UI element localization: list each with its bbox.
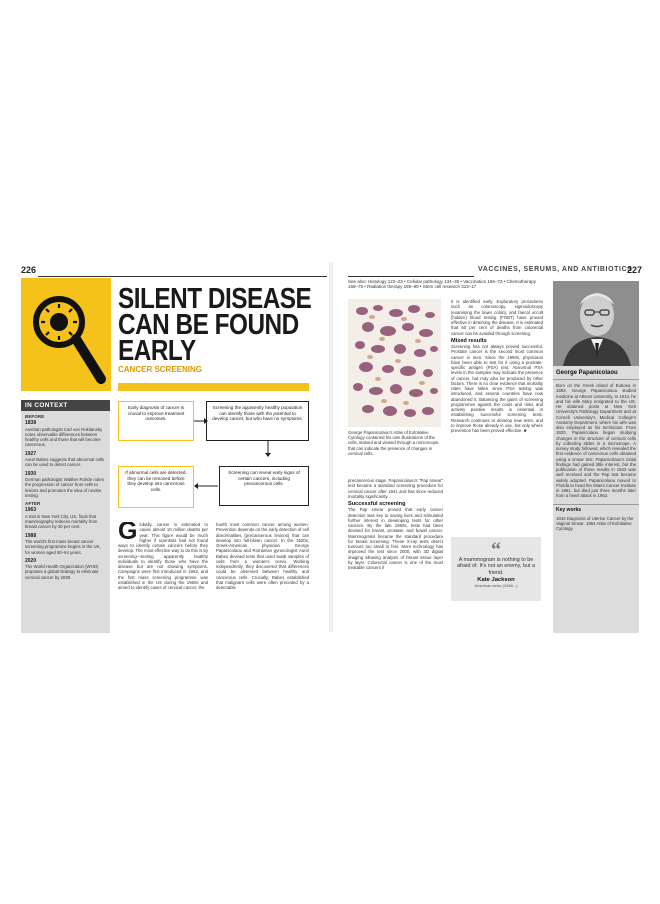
bio-text: Born on the Greek island of Euboea in 1883, George Papanicolaou studied medicine at Athens University. In 1913, he and his wife Mary emigrated to the US. He obtained posts at New York University's Pathology Department and at Cornell University's Medical College's Anatomy Department, where his wife was also employed as his technician. From 1920, Papanicolaou began studying changes in the structure of cervical cells by collecting slides in a microscope. A survey study followed, which revealed the first evidence of cancerous cells obtained using a smear test. Papanicolaou's initial findings had gained little interest, but the publication of these results in 1943 was well received and the Pap test became widely adopted. Papanicolaou moved to Florida to head the Miami Cancer Institute in 1961, but died just three months later from a heart attack in 1962.: [556, 383, 636, 499]
after-label: AFTER: [25, 501, 41, 507]
key-works-text: 1943 Diagnosis of Uterine Cancer by the Vaginal Smear. 1954 Atlas of Exfoliative Cytology: [556, 515, 634, 531]
before-label: BEFORE: [25, 414, 45, 419]
title-line-2: CAN BE FOUND: [118, 309, 299, 341]
subhead-successful-screening: Successful screening: [348, 501, 406, 507]
key-works-heading: Key works: [553, 504, 639, 515]
cell-illustration: [348, 299, 441, 427]
biography-panel: [553, 366, 639, 633]
quote-author-years: American actor (1948– ): [474, 583, 518, 589]
flow-box-2: Screening the apparently healthy population can identify those with the potential to develop cancer, but who have no symptoms.: [206, 401, 309, 441]
title-line-3: EARLY: [118, 335, 196, 367]
page-number-right: 227: [627, 265, 643, 275]
quote-text: A mammogram is nothing to be afraid of. It's not an enemy, but a friend.: [457, 557, 535, 576]
quote-mark-icon: “: [491, 539, 501, 561]
in-context-panel: [21, 400, 110, 633]
context-entry: 1963 A trial in New York City, US, finds that mammography reduces mortality from breast cancer by 30 per cent.: [25, 507, 98, 530]
subhead-mixed-results: Mixed results: [451, 337, 487, 344]
context-entry: 1838 Austrian pathologist Carl von Rokitansky notes observable differences between healthy cells and those that will become cancerous.: [25, 420, 103, 448]
bio-name: George Papanicolaou: [553, 366, 639, 380]
magnifying-glass-cell-icon: [21, 278, 111, 391]
top-rule-left: [38, 276, 327, 277]
page-number-left: 226: [21, 265, 37, 275]
top-rule-right: [348, 276, 474, 277]
flow-box-4: Screening can reveal early signs of certain cancers, including precancerous cells.: [219, 466, 309, 506]
pull-quote: [451, 537, 541, 601]
chapter-title: [118, 283, 348, 374]
figure-caption: George Papanicolaou's Atlas of Exfoliative Cytology contained his own illustrations of the cells, stained and viewed through a microscope, that can indicate the presence of changes in cervical cells.: [348, 430, 440, 456]
chapter-subtitle: CANCER SCREENING: [118, 365, 203, 374]
context-entry: 1988 The world's first mass breast cancer screening programme begins in the UK, for women aged 50–64 years.: [25, 532, 101, 555]
flow-box-1: Early diagnosis of cancer is crucial to improve treatment outcomes.: [118, 401, 194, 441]
title-line-1: SILENT DISEASE: [118, 283, 312, 315]
body-column-1: Globally, cancer is estimated to cause almost 10 million deaths per year. This figure would be much higher if scientists had not found ways to identify certain cancers before they develop. The most effective way to do this is by screening—testing apparently healthy individuals to identify those who have the disease but are not showing symptoms. Campaigns were first introduced in 1963, and the first mass screening programme was established in the US during the 1960s and aimed to identify cases of cervical cancer, the: [118, 522, 208, 590]
flow-arrows: [118, 401, 310, 509]
title-accent-bar: [118, 383, 309, 391]
portrait-photo: [553, 281, 639, 366]
context-entry: 2020 The World Health Organization (WHO) proposes a global strategy to eliminate cervical cancer by 2030.: [25, 557, 99, 580]
running-head: VACCINES, SERUMS, AND ANTIBIOTICS: [478, 266, 633, 273]
body-column-4: it is identified early. Exploratory procedures such as colonoscopy, sigmoidoscopy (examining the lower colon), and faecal occult (hidden) blood testing (FOBT) have proved effective in detecting the disease. It is estimated that 60 per cent of deaths from colorectal cancer can be avoided through screening. Mixed results Screening has not always proved successful. Prostate cancer is the second most common cancer in men. Since the 1990s, physicians have been able to test for it using a prostate-specific antigen (PSA) test. Abnormal PSA levels in the samples may indicate the presence of cancer, but may also be produced by other factors. There is no clear evidence that mortality rates have fallen since PSA testing was introduced, and several countries have now abandoned it. Balancing the gains of screening programmes against the costs and risks and actively positive results is essential in establishing successful screening tests. Research continues to develop new tests, and to improve those already in use, but only where prevention has been proved effective. ■: [451, 299, 543, 433]
flow-box-3: If abnormal cells are detected, they can be removed before they develop into cancerous cells.: [118, 466, 194, 508]
quote-author: Kate Jackson: [477, 577, 515, 584]
body-column-2: fourth most common cancer among women. Prevention depends on the early detection of cell abnormalities (precancerous lesions) that can develop into full-blown cancer. In the 1920s, Greek-American physician George Papanicolaou and Romanian gynecologist Aurel Babeș devised tests that used swab samples of cells from a woman's cervix. Working independently, they discovered that differences could be observed between healthy and cancerous cells. Crucially, Babeș established that malignant cells were often preceded by a detectable: [216, 522, 309, 590]
context-entry: 1927 Aurel Babeș suggests that abnormal cells can be used to detect cancer.: [25, 450, 105, 468]
context-entry: 1930 German pathologist Walther Rohde notes the progression of cancer from cells to lesions and promotes the idea of routine testing.: [25, 470, 104, 498]
body-column-3: precancerous stage. Papanicolaou's "Pap smear" test became a standard screening procedure for cervical cancer after 1941 and has since reduced mortality significantly. Successful screening The Pap smear proved that early cancer detection was key to saving lives and stimulated further interest in developing tests for other cancers. By the late 1950s, tests had been devised for breast, prostate, and bowel cancer. Mammograms became the standard procedure for breast screening. These X-ray tests detect tumours too small to feel. More technology has improved the test since 2000, with 3D digital imaging allowing analysis of breast tissue layer by layer. Colorectal cancer is one of the most treatable cancers if: [348, 478, 443, 570]
in-context-heading: IN CONTEXT: [21, 400, 110, 411]
drop-cap: G: [118, 522, 138, 545]
see-also: See also: Histology 122–23 • Cellular pathology 134–35 • Vaccination 166–73 • Chemotherapy 168–75 • Radiation therapy 185–89 • Stem cell research 313–17: [348, 279, 537, 290]
